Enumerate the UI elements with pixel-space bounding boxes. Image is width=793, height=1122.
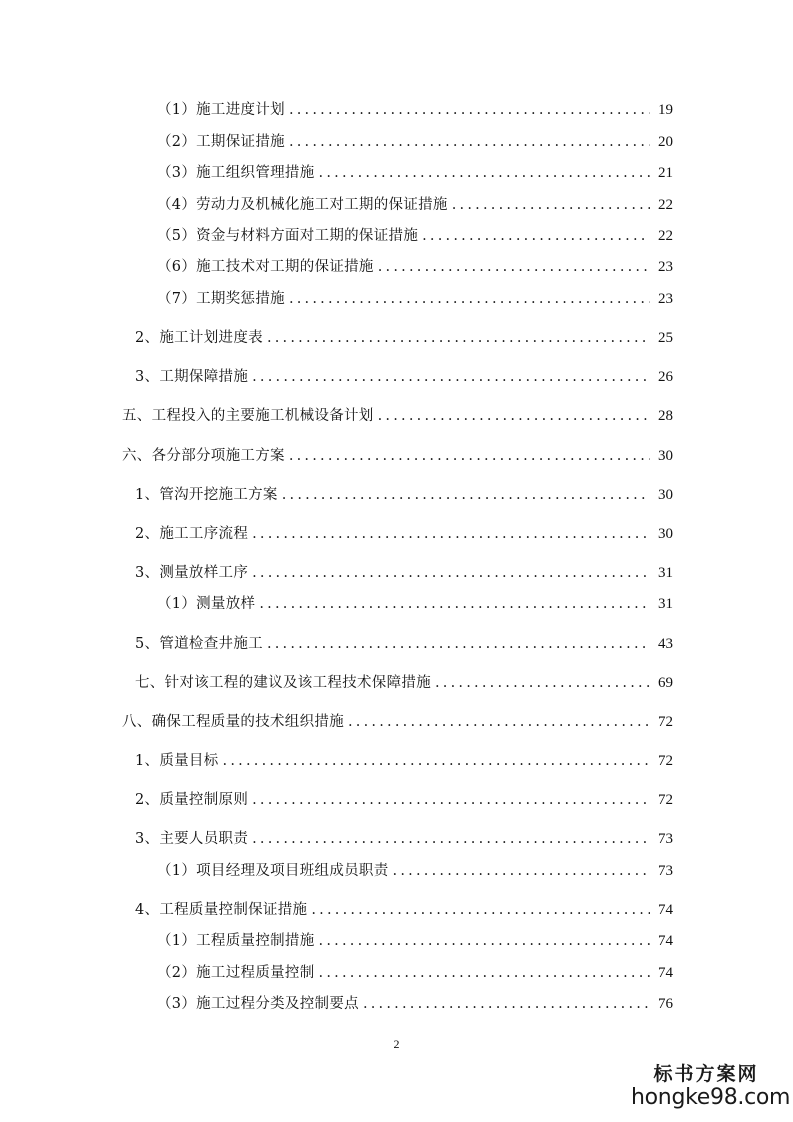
toc-entry: [157, 227, 673, 245]
toc-entry-page: 31: [658, 565, 673, 581]
toc-entry: [135, 368, 673, 386]
toc-entry: [157, 964, 673, 982]
toc-entry-title: 1、质量目标: [135, 753, 219, 769]
toc-leader-dots: [452, 196, 650, 214]
toc-entry-page: 74: [658, 902, 673, 918]
toc-entry-title: （4）劳动力及机械化施工对工期的保证措施: [157, 197, 448, 213]
toc-entry-page: 72: [658, 714, 673, 730]
toc-entry: [157, 995, 673, 1013]
toc-entry-page: 72: [658, 753, 673, 769]
site-watermark: [631, 1062, 791, 1110]
toc-entry-page: 22: [658, 197, 673, 213]
toc-entry: [157, 101, 673, 119]
toc-entry: [157, 196, 673, 214]
page-number: 2: [393, 1037, 400, 1051]
toc-entry-title: 2、施工计划进度表: [135, 330, 263, 346]
toc-leader-dots: [319, 932, 650, 950]
toc-entry-page: 20: [658, 134, 673, 150]
toc-entry: [135, 525, 673, 543]
toc-entry: [157, 164, 673, 182]
toc-entry: [157, 290, 673, 308]
toc-entry-page: 73: [658, 863, 673, 879]
toc-entry: [135, 674, 673, 692]
toc-leader-dots: [267, 329, 650, 347]
toc-entry-title: （3）施工组织管理措施: [157, 165, 315, 181]
toc-entry: [122, 713, 673, 731]
toc-entry-page: 26: [658, 369, 673, 385]
toc-entry: [157, 133, 673, 151]
toc-entry-title: 六、各分部分项施工方案: [122, 448, 285, 464]
toc-leader-dots: [267, 635, 650, 653]
toc-entry-title: （3）施工过程分类及控制要点: [157, 996, 359, 1012]
toc-entry: [135, 752, 673, 770]
toc-leader-dots: [289, 133, 650, 151]
toc-leader-dots: [289, 290, 650, 308]
toc-leader-dots: [223, 752, 650, 770]
toc-entry: [157, 258, 673, 276]
toc-entry-page: 43: [658, 636, 673, 652]
toc-leader-dots: [282, 486, 650, 504]
toc-entry-title: 2、施工工序流程: [135, 526, 249, 542]
toc-leader-dots: [289, 447, 650, 465]
toc-entry: [135, 564, 673, 582]
toc-entry-page: 30: [658, 526, 673, 542]
toc-entry-title: （7）工期奖惩措施: [157, 291, 285, 307]
toc-entry-title: （2）工期保证措施: [157, 134, 285, 150]
toc-leader-dots: [259, 595, 650, 613]
toc-entry: [122, 447, 673, 465]
toc-entry-page: 23: [658, 259, 673, 275]
toc-entry-title: 4、工程质量控制保证措施: [135, 902, 308, 918]
toc-entry-page: 74: [658, 965, 673, 981]
toc-leader-dots: [289, 101, 650, 119]
toc-entry: [135, 486, 673, 504]
toc-entry: [135, 635, 673, 653]
toc-entry-page: 22: [658, 228, 673, 244]
toc-leader-dots: [319, 964, 650, 982]
toc-entry-page: 25: [658, 330, 673, 346]
toc-entry-page: 76: [658, 996, 673, 1012]
toc-entry: [157, 862, 673, 880]
toc-entry-page: 21: [658, 165, 673, 181]
toc-entry: [157, 932, 673, 950]
toc-entry-page: 72: [658, 792, 673, 808]
toc-entry-title: 3、主要人员职责: [135, 831, 249, 847]
toc-entry-page: 74: [658, 933, 673, 949]
toc-entry-page: 19: [658, 102, 673, 118]
toc-entry: [135, 901, 673, 919]
toc-entry: [157, 595, 673, 613]
toc-leader-dots: [252, 791, 650, 809]
toc-entry-title: 2、质量控制原则: [135, 792, 249, 808]
watermark-domain: hongke98.com: [631, 1085, 791, 1110]
toc-entry-title: 七、针对该工程的建议及该工程技术保障措施: [135, 675, 431, 691]
toc-entry-title: 五、工程投入的主要施工机械设备计划: [122, 408, 374, 424]
toc-entry-title: 1、管沟开挖施工方案: [135, 487, 278, 503]
toc-leader-dots: [422, 227, 650, 245]
toc-entry-title: （6）施工技术对工期的保证措施: [157, 259, 374, 275]
toc-leader-dots: [319, 164, 650, 182]
toc-entry-title: （1）工程质量控制措施: [157, 933, 315, 949]
toc-entry-title: 3、测量放样工序: [135, 565, 249, 581]
toc-leader-dots: [252, 525, 650, 543]
toc-entry: [135, 329, 673, 347]
toc-entry: [122, 407, 673, 425]
toc-leader-dots: [363, 995, 650, 1013]
toc-leader-dots: [378, 258, 650, 276]
toc-leader-dots: [393, 862, 650, 880]
watermark-site-name: 标书方案网: [653, 1063, 759, 1085]
toc-leader-dots: [252, 830, 650, 848]
toc-leader-dots: [252, 368, 650, 386]
toc-entry-page: 30: [658, 448, 673, 464]
toc-entry-page: 28: [658, 408, 673, 424]
toc-entry-page: 30: [658, 487, 673, 503]
toc-leader-dots: [311, 901, 650, 919]
toc-entry-title: （1）项目经理及项目班组成员职责: [157, 863, 389, 879]
toc-leader-dots: [348, 713, 650, 731]
toc-entry-page: 73: [658, 831, 673, 847]
toc-leader-dots: [378, 407, 650, 425]
toc-entry-page: 23: [658, 291, 673, 307]
toc-entry-page: 69: [658, 675, 673, 691]
toc-entry-title: 3、工期保障措施: [135, 369, 249, 385]
toc-entry-title: （5）资金与材料方面对工期的保证措施: [157, 228, 419, 244]
toc-entry-title: 5、管道检查井施工: [135, 636, 263, 652]
toc-entry: [135, 791, 673, 809]
toc-entry-title: （2）施工过程质量控制: [157, 965, 315, 981]
toc-leader-dots: [435, 674, 650, 692]
toc-leader-dots: [252, 564, 650, 582]
toc-entry-page: 31: [658, 596, 673, 612]
toc-entry: [135, 830, 673, 848]
toc-entry-title: 八、确保工程质量的技术组织措施: [122, 714, 344, 730]
toc-entry-title: （1）施工进度计划: [157, 102, 285, 118]
toc-entry-title: （1）测量放样: [157, 596, 256, 612]
